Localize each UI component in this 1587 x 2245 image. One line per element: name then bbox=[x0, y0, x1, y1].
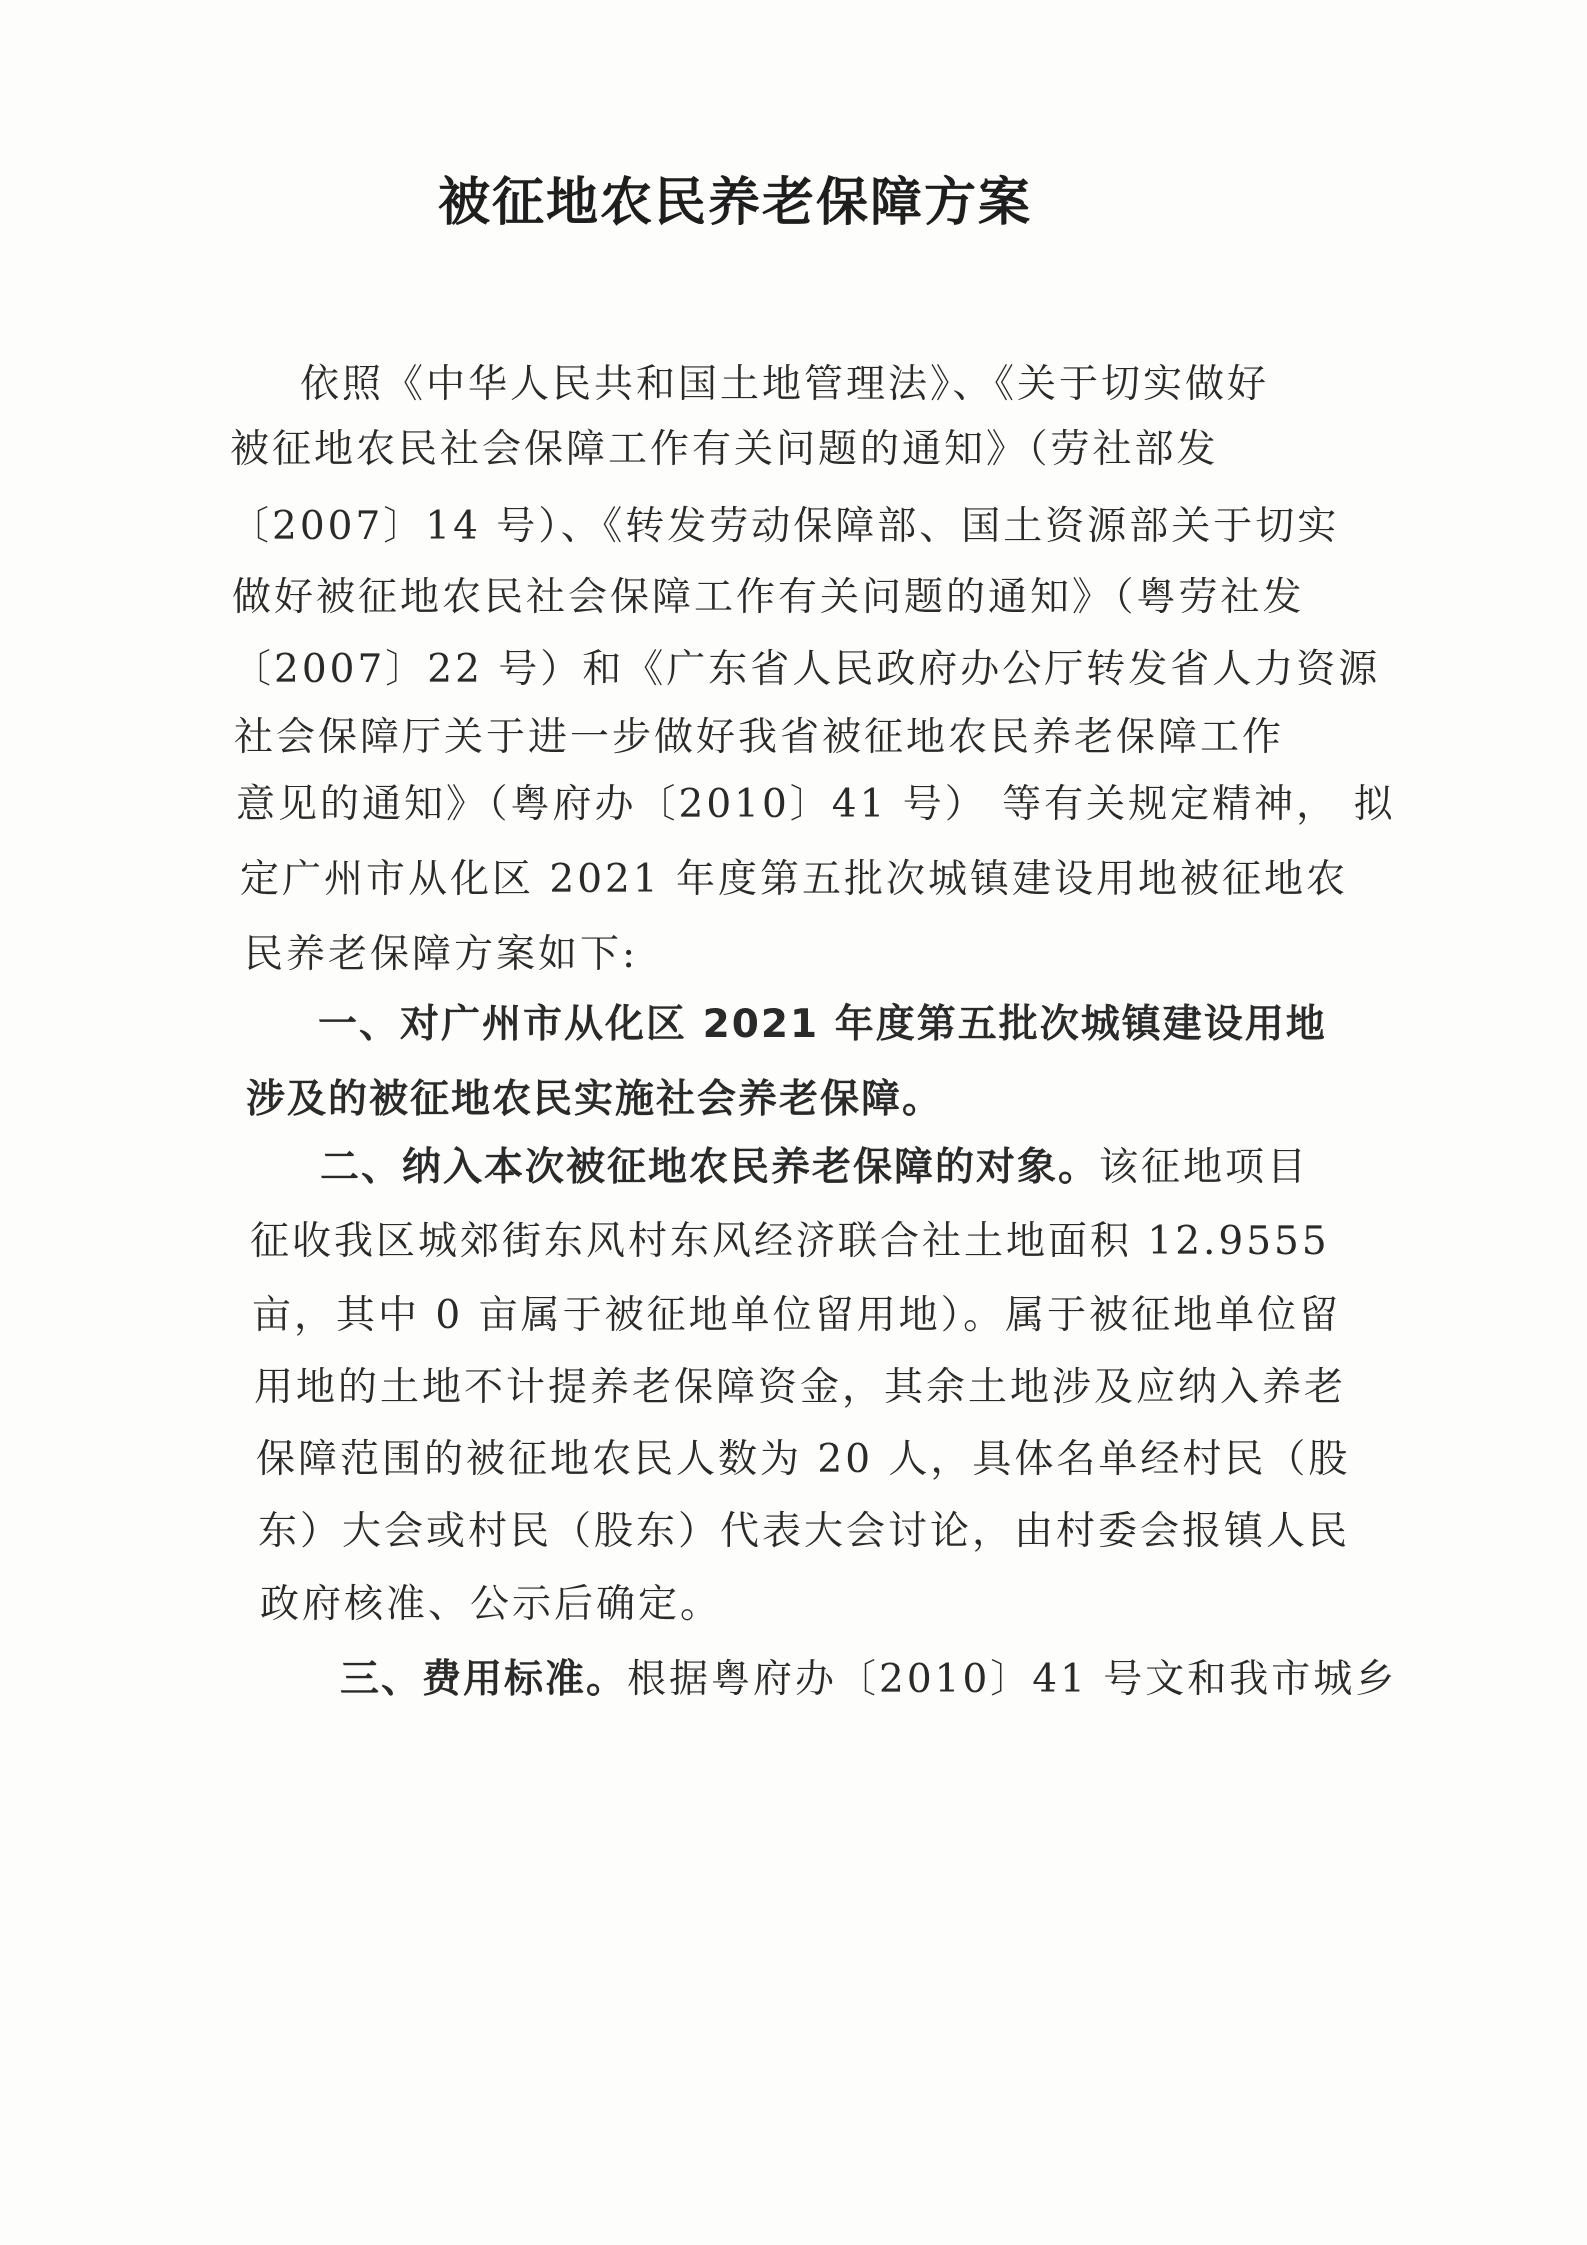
line-text: 〔2007〕22 号）和《广东省人民政府办公厅转发省人力资源 bbox=[232, 647, 1381, 692]
paragraph-line bbox=[254, 1365, 1347, 1410]
paragraph-line bbox=[244, 932, 639, 977]
paragraph-line bbox=[250, 1219, 1330, 1264]
page-title: 被征地农民养老保障方案 bbox=[437, 173, 1032, 233]
line-text: 社会保障厅关于进一步做好我省被征地农民养老保障工作 bbox=[234, 715, 1285, 760]
paragraph-line bbox=[232, 575, 1305, 620]
paragraph-line bbox=[232, 647, 1381, 692]
section-heading-line bbox=[246, 1077, 944, 1122]
line-text: 定广州市从化区 2021 年度第五批次城镇建设用地被征地农 bbox=[240, 857, 1349, 902]
paragraph-line bbox=[230, 504, 1340, 549]
paragraph-line bbox=[240, 857, 1349, 902]
section-heading: 一、对广州市从化区 2021 年度第五批次城镇建设用地 bbox=[318, 1002, 1327, 1047]
line-text: 民养老保障方案如下: bbox=[244, 932, 639, 977]
line-text: 该征地项目 bbox=[1099, 1145, 1310, 1190]
paragraph-line bbox=[252, 1293, 1342, 1338]
line-text: 用地的土地不计提养老保障资金，其余土地涉及应纳入养老 bbox=[254, 1365, 1347, 1410]
line-text: 意见的通知》（粤府办〔2010〕41 号） 等有关规定精神， 拟 bbox=[236, 782, 1396, 827]
paragraph-line bbox=[260, 1582, 723, 1627]
paragraph-line bbox=[234, 715, 1285, 760]
paragraph-line bbox=[340, 1657, 1398, 1702]
line-text: 根据粤府办〔2010〕41 号文和我市城乡 bbox=[627, 1657, 1398, 1702]
paragraph-line bbox=[236, 782, 1396, 827]
paragraph-line bbox=[256, 1437, 1351, 1482]
section-heading: 涉及的被征地农民实施社会养老保障。 bbox=[246, 1077, 944, 1122]
paragraph-line bbox=[320, 1145, 1310, 1190]
line-text: 政府核准、公示后确定。 bbox=[260, 1582, 723, 1627]
line-text: 征收我区城郊街东风村东风经济联合社土地面积 12.9555 bbox=[250, 1219, 1330, 1264]
section-heading-line bbox=[318, 1002, 1327, 1047]
line-text: 依照《中华人民共和国土地管理法》、《关于切实做好 bbox=[300, 362, 1270, 407]
paragraph-line bbox=[258, 1509, 1351, 1554]
paragraph-line bbox=[300, 362, 1270, 407]
section-heading: 二、纳入本次被征地农民养老保障的对象。 bbox=[320, 1145, 1100, 1190]
line-text: 保障范围的被征地农民人数为 20 人，具体名单经村民（股 bbox=[256, 1437, 1351, 1482]
section-heading: 三、费用标准。 bbox=[340, 1657, 628, 1702]
line-text: 亩，其中 0 亩属于被征地单位留用地）。属于被征地单位留 bbox=[252, 1293, 1342, 1338]
line-text: 〔2007〕14 号）、《转发劳动保障部、国土资源部关于切实 bbox=[230, 504, 1340, 549]
line-text: 东）大会或村民（股东）代表大会讨论，由村委会报镇人民 bbox=[258, 1509, 1351, 1554]
paragraph-line bbox=[230, 427, 1219, 472]
line-text: 做好被征地农民社会保障工作有关问题的通知》（粤劳社发 bbox=[232, 575, 1305, 620]
line-text: 被征地农民社会保障工作有关问题的通知》（劳社部发 bbox=[230, 427, 1219, 472]
